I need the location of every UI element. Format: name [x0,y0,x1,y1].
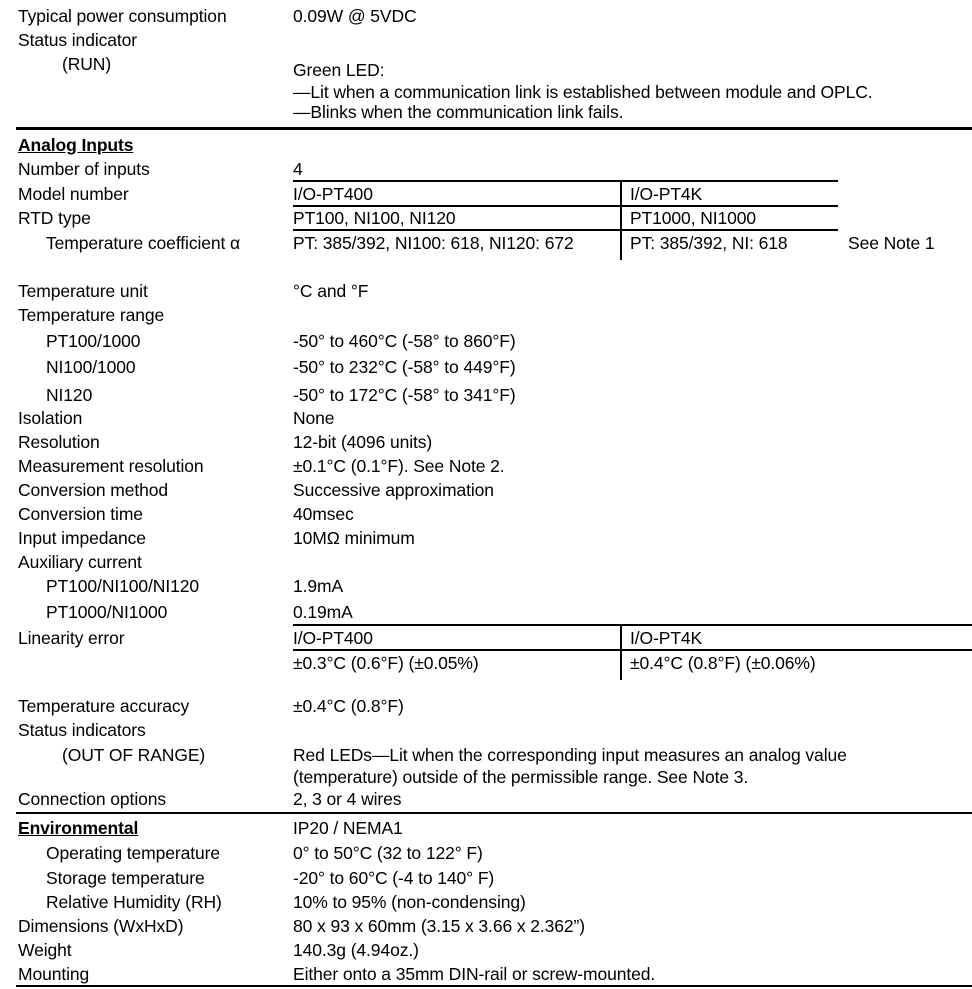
row-value: —Lit when a communication link is established between module and OPLC. [293,82,873,102]
row-value: Red LEDs—Lit when the corresponding input measures an analog value [293,745,847,765]
spec-row-conversion-method [0,478,972,502]
row-label: Conversion method [18,480,169,500]
row-label: Operating temperature [46,843,220,863]
spec-row-temperature-accuracy [0,694,972,718]
row-value: (temperature) outside of the permissible range. See Note 3. [293,767,749,787]
linearity-table-header-col1: I/O-PT400 [293,628,373,648]
row-label: Number of inputs [18,159,150,179]
spec-row-range-ni100-1000 [0,355,972,379]
spec-row-led-blink-description [0,100,972,124]
row-label: Temperature accuracy [18,696,190,716]
spec-row-relative-humidity [0,890,972,914]
section-divider-analog-inputs [16,127,972,130]
spec-row-status-indicators [0,718,972,742]
model-table-cell-col1: PT100, NI100, NI120 [293,208,456,228]
spec-row-number-of-inputs [0,157,972,181]
section-heading-analog-inputs [0,133,972,157]
row-value: 0° to 50°C (32 to 122° F) [293,843,483,863]
model-table-row-rtd-type [0,206,972,230]
model-table-cell-col2: PT: 385/392, NI: 618 [630,233,788,253]
row-label: Relative Humidity (RH) [46,892,222,912]
model-table-note: See Note 1 [848,233,935,253]
row-label: RTD type [18,208,91,228]
spec-row-temperature-unit [0,279,972,303]
row-value: ±0.1°C (0.1°F). See Note 2. [293,456,505,476]
row-value: ±0.4°C (0.8°F) [293,696,404,716]
spec-row-out-of-range [0,743,972,767]
spec-row-mounting [0,962,972,986]
row-value: Green LED: [293,60,385,80]
row-label: Weight [18,940,72,960]
row-value: 0.09W @ 5VDC [293,6,417,26]
linearity-table-header-row [0,626,972,650]
model-table-row-temperature-coefficient [0,231,972,255]
section-heading-label: Analog Inputs [18,135,134,155]
spec-row-aux-pt1000-ni1000 [0,600,972,624]
row-value: 4 [293,159,303,179]
row-label: Isolation [18,408,83,428]
spec-row-weight [0,938,972,962]
row-value: 2, 3 or 4 wires [293,789,402,809]
row-value: 40msec [293,504,354,524]
row-label: Auxiliary current [18,552,142,572]
section-heading-label: Environmental [18,818,139,838]
row-value: 10MΩ minimum [293,528,415,548]
row-value: 10% to 95% (non-condensing) [293,892,526,912]
section-heading-value: IP20 / NEMA1 [293,818,403,838]
row-label: Connection options [18,789,167,809]
linearity-table-header-col2: I/O-PT4K [630,628,703,648]
row-label: Temperature unit [18,281,148,301]
page-bottom-rule [16,985,972,987]
row-value: -50° to 460°C (-58° to 860°F) [293,331,516,351]
row-value: -20° to 60°C (-4 to 140° F) [293,868,495,888]
row-label: PT100/NI100/NI120 [46,576,199,596]
row-label: PT1000/NI1000 [46,602,168,622]
spec-row-temperature-range [0,303,972,327]
spec-row-range-pt100-1000 [0,329,972,353]
spec-row-connection-options [0,787,972,811]
spec-row-auxiliary-current [0,550,972,574]
row-value: 1.9mA [293,576,344,596]
model-table-column-divider [620,180,622,260]
row-value: -50° to 232°C (-58° to 449°F) [293,357,516,377]
row-label: Input impedance [18,528,146,548]
row-label: Temperature coefficient α [46,233,241,253]
linearity-table-cell-col1: ±0.3°C (0.6°F) (±0.05%) [293,653,479,673]
spec-row-status-indicator [0,28,972,52]
spec-row-conversion-time [0,502,972,526]
model-table-cell-col1: I/O-PT400 [293,184,373,204]
row-value: °C and °F [293,281,369,301]
row-value: Either onto a 35mm DIN-rail or screw-mounted. [293,964,656,984]
row-label: Typical power consumption [18,6,227,26]
row-label: Storage temperature [46,868,205,888]
row-label: NI120 [46,385,93,405]
model-table-row-model-number [0,182,972,206]
row-label: Status indicators [18,720,146,740]
spec-row-power-consumption [0,4,972,28]
linearity-table-cell-col2: ±0.4°C (0.8°F) (±0.06%) [630,653,816,673]
row-label: PT100/1000 [46,331,141,351]
row-label: Dimensions (WxHxD) [18,916,184,936]
spec-row-measurement-resolution [0,454,972,478]
spec-row-input-impedance [0,526,972,550]
spec-row-aux-pt100-ni100-ni120 [0,574,972,598]
spec-row-isolation [0,406,972,430]
row-label: NI100/1000 [46,357,136,377]
row-label: (OUT OF RANGE) [62,745,206,765]
row-value: 12-bit (4096 units) [293,432,433,452]
row-value: None [293,408,335,428]
row-label: Linearity error [18,628,125,648]
row-label: Resolution [18,432,100,452]
spec-row-green-led [0,58,972,82]
spec-row-resolution [0,430,972,454]
spec-row-storage-temperature [0,866,972,890]
row-label: Status indicator [18,30,138,50]
row-label: Conversion time [18,504,143,524]
row-value: -50° to 172°C (-58° to 341°F) [293,385,516,405]
row-value: —Blinks when the communication link fails. [293,102,624,122]
section-divider-environmental [16,812,972,814]
row-value: 0.19mA [293,602,353,622]
linearity-table-column-divider [620,624,622,680]
row-value: 80 x 93 x 60mm (3.15 x 3.66 x 2.362”) [293,916,586,936]
spec-row-range-ni120 [0,383,972,407]
row-label: (RUN) [62,54,112,74]
row-label: Mounting [18,964,90,984]
row-label: Model number [18,184,129,204]
model-table-cell-col1: PT: 385/392, NI100: 618, NI120: 672 [293,233,574,253]
row-label: Temperature range [18,305,165,325]
spec-row-out-of-range-line2 [0,765,972,789]
model-table-cell-col2: I/O-PT4K [630,184,703,204]
row-value: 140.3g (4.94oz.) [293,940,419,960]
section-heading-environmental [0,816,972,840]
row-label: Measurement resolution [18,456,204,476]
model-table-cell-col2: PT1000, NI1000 [630,208,757,228]
linearity-table-data-row [0,651,972,675]
spec-row-dimensions [0,914,972,938]
spec-row-operating-temperature [0,841,972,865]
row-value: Successive approximation [293,480,494,500]
